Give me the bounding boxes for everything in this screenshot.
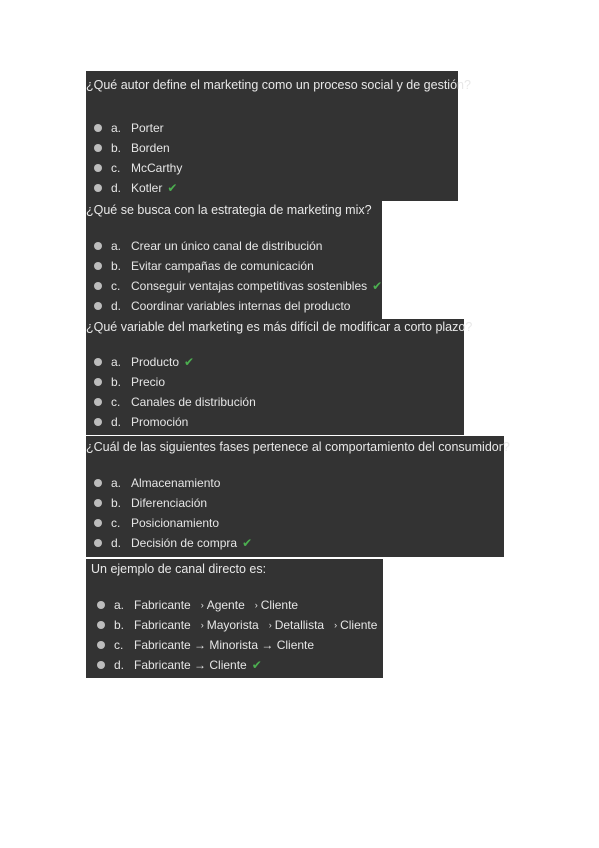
answer-options [86, 473, 504, 553]
radio-icon[interactable] [94, 499, 102, 507]
option-c[interactable] [86, 276, 382, 296]
radio-icon[interactable] [94, 184, 102, 192]
option-label: Conseguir ventajas competitivas sostenibles [131, 279, 368, 293]
answer-options [86, 236, 382, 316]
option-part: Fabricante [134, 598, 191, 612]
option-letter: b. [111, 496, 122, 510]
radio-icon[interactable] [94, 418, 102, 426]
option-d[interactable] [86, 533, 504, 553]
option-label: Fabricante → Cliente [134, 658, 247, 672]
option-letter: c. [111, 516, 121, 530]
option-part: Mayorista [206, 618, 259, 632]
question-text: ¿Qué variable del marketing es más difícil de modificar a corto plazo? [86, 320, 473, 334]
chevron-right-icon: › [254, 600, 258, 610]
option-label: Diferenciación [131, 496, 208, 510]
option-a[interactable] [86, 473, 504, 493]
question-text: ¿Qué se busca con la estrategia de marketing mix? [86, 203, 372, 217]
option-label: Coordinar variables internas del producto [131, 299, 351, 313]
option-letter: b. [114, 618, 125, 632]
option-label: Promoción [131, 415, 189, 429]
option-letter: b. [111, 141, 122, 155]
chevron-right-icon: › [268, 620, 272, 630]
option-label: Producto [131, 355, 180, 369]
check-icon: ✔ [251, 658, 262, 672]
radio-icon[interactable] [97, 641, 105, 649]
option-letter: c. [114, 638, 124, 652]
option-part: Cliente [260, 598, 299, 612]
option-letter: a. [111, 121, 122, 135]
option-a[interactable] [86, 118, 458, 138]
check-icon: ✔ [372, 279, 383, 293]
option-label: Canales de distribución [131, 395, 256, 409]
chevron-right-icon: › [200, 620, 204, 630]
option-letter: d. [111, 181, 122, 195]
answer-options [86, 595, 383, 675]
radio-icon[interactable] [94, 164, 102, 172]
radio-icon[interactable] [94, 242, 102, 250]
radio-icon[interactable] [94, 358, 102, 366]
radio-icon[interactable] [94, 124, 102, 132]
radio-icon[interactable] [94, 378, 102, 386]
option-b[interactable] [86, 615, 383, 635]
chevron-right-icon: › [200, 600, 204, 610]
chevron-right-icon: › [334, 620, 338, 630]
radio-icon[interactable] [94, 302, 102, 310]
option-a[interactable] [86, 236, 382, 256]
option-d[interactable] [86, 655, 383, 675]
option-part: Detallista [274, 618, 325, 632]
option-b[interactable] [86, 372, 464, 392]
option-part: Agente [206, 598, 245, 612]
option-letter: a. [111, 355, 122, 369]
option-b[interactable] [86, 493, 504, 513]
question-card-4 [86, 436, 510, 557]
option-letter: c. [111, 161, 121, 175]
option-label: Borden [131, 141, 170, 155]
question-text: Un ejemplo de canal directo es: [91, 562, 267, 576]
radio-icon[interactable] [97, 661, 105, 669]
option-label: Kotler [131, 181, 163, 195]
option-label: Evitar campañas de comunicación [131, 259, 314, 273]
option-a[interactable] [86, 352, 464, 372]
option-letter: b. [111, 375, 122, 389]
option-d[interactable] [86, 178, 458, 198]
option-letter: d. [111, 299, 122, 313]
option-letter: c. [111, 395, 121, 409]
option-c[interactable] [86, 392, 464, 412]
question-card-1 [86, 71, 471, 201]
option-label: Crear un único canal de distribución [131, 239, 323, 253]
option-d[interactable] [86, 296, 382, 316]
answer-options [86, 118, 458, 198]
radio-icon[interactable] [97, 621, 105, 629]
option-label: Decisión de compra [131, 536, 238, 550]
option-label: Posicionamiento [131, 516, 220, 530]
question-card-5 [86, 559, 383, 678]
option-label: Precio [131, 375, 166, 389]
radio-icon[interactable] [94, 479, 102, 487]
answer-options [86, 352, 464, 432]
option-label: Almacenamiento [131, 476, 221, 490]
option-letter: c. [111, 279, 121, 293]
question-card-3 [86, 319, 473, 435]
option-a[interactable] [86, 595, 383, 615]
option-letter: a. [111, 476, 122, 490]
option-label: Porter [131, 121, 164, 135]
check-icon: ✔ [167, 181, 178, 195]
radio-icon[interactable] [94, 144, 102, 152]
check-icon: ✔ [184, 355, 195, 369]
option-c[interactable] [86, 513, 504, 533]
option-letter: a. [114, 598, 125, 612]
radio-icon[interactable] [94, 398, 102, 406]
option-label: McCarthy [131, 161, 183, 175]
option-letter: b. [111, 259, 122, 273]
option-letter: d. [114, 658, 125, 672]
option-b[interactable] [86, 256, 382, 276]
check-icon: ✔ [242, 536, 253, 550]
question-text: ¿Qué autor define el marketing como un proceso social y de gestión? [86, 78, 471, 92]
option-letter: d. [111, 536, 122, 550]
option-b[interactable] [86, 138, 458, 158]
radio-icon[interactable] [94, 262, 102, 270]
option-c[interactable] [86, 158, 458, 178]
radio-icon[interactable] [94, 282, 102, 290]
radio-icon[interactable] [94, 539, 102, 547]
option-letter: a. [111, 239, 122, 253]
option-label: Fabricante → Minorista → Cliente [134, 638, 315, 652]
option-c[interactable] [86, 635, 383, 655]
option-part: Fabricante [134, 618, 191, 632]
option-d[interactable] [86, 412, 464, 432]
question-text: ¿Cuál de las siguientes fases pertenece al comportamiento del consumidor? [86, 440, 510, 454]
radio-icon[interactable] [97, 601, 105, 609]
radio-icon[interactable] [94, 519, 102, 527]
question-card-2 [86, 201, 382, 319]
option-part: Cliente [340, 618, 378, 632]
option-letter: d. [111, 415, 122, 429]
